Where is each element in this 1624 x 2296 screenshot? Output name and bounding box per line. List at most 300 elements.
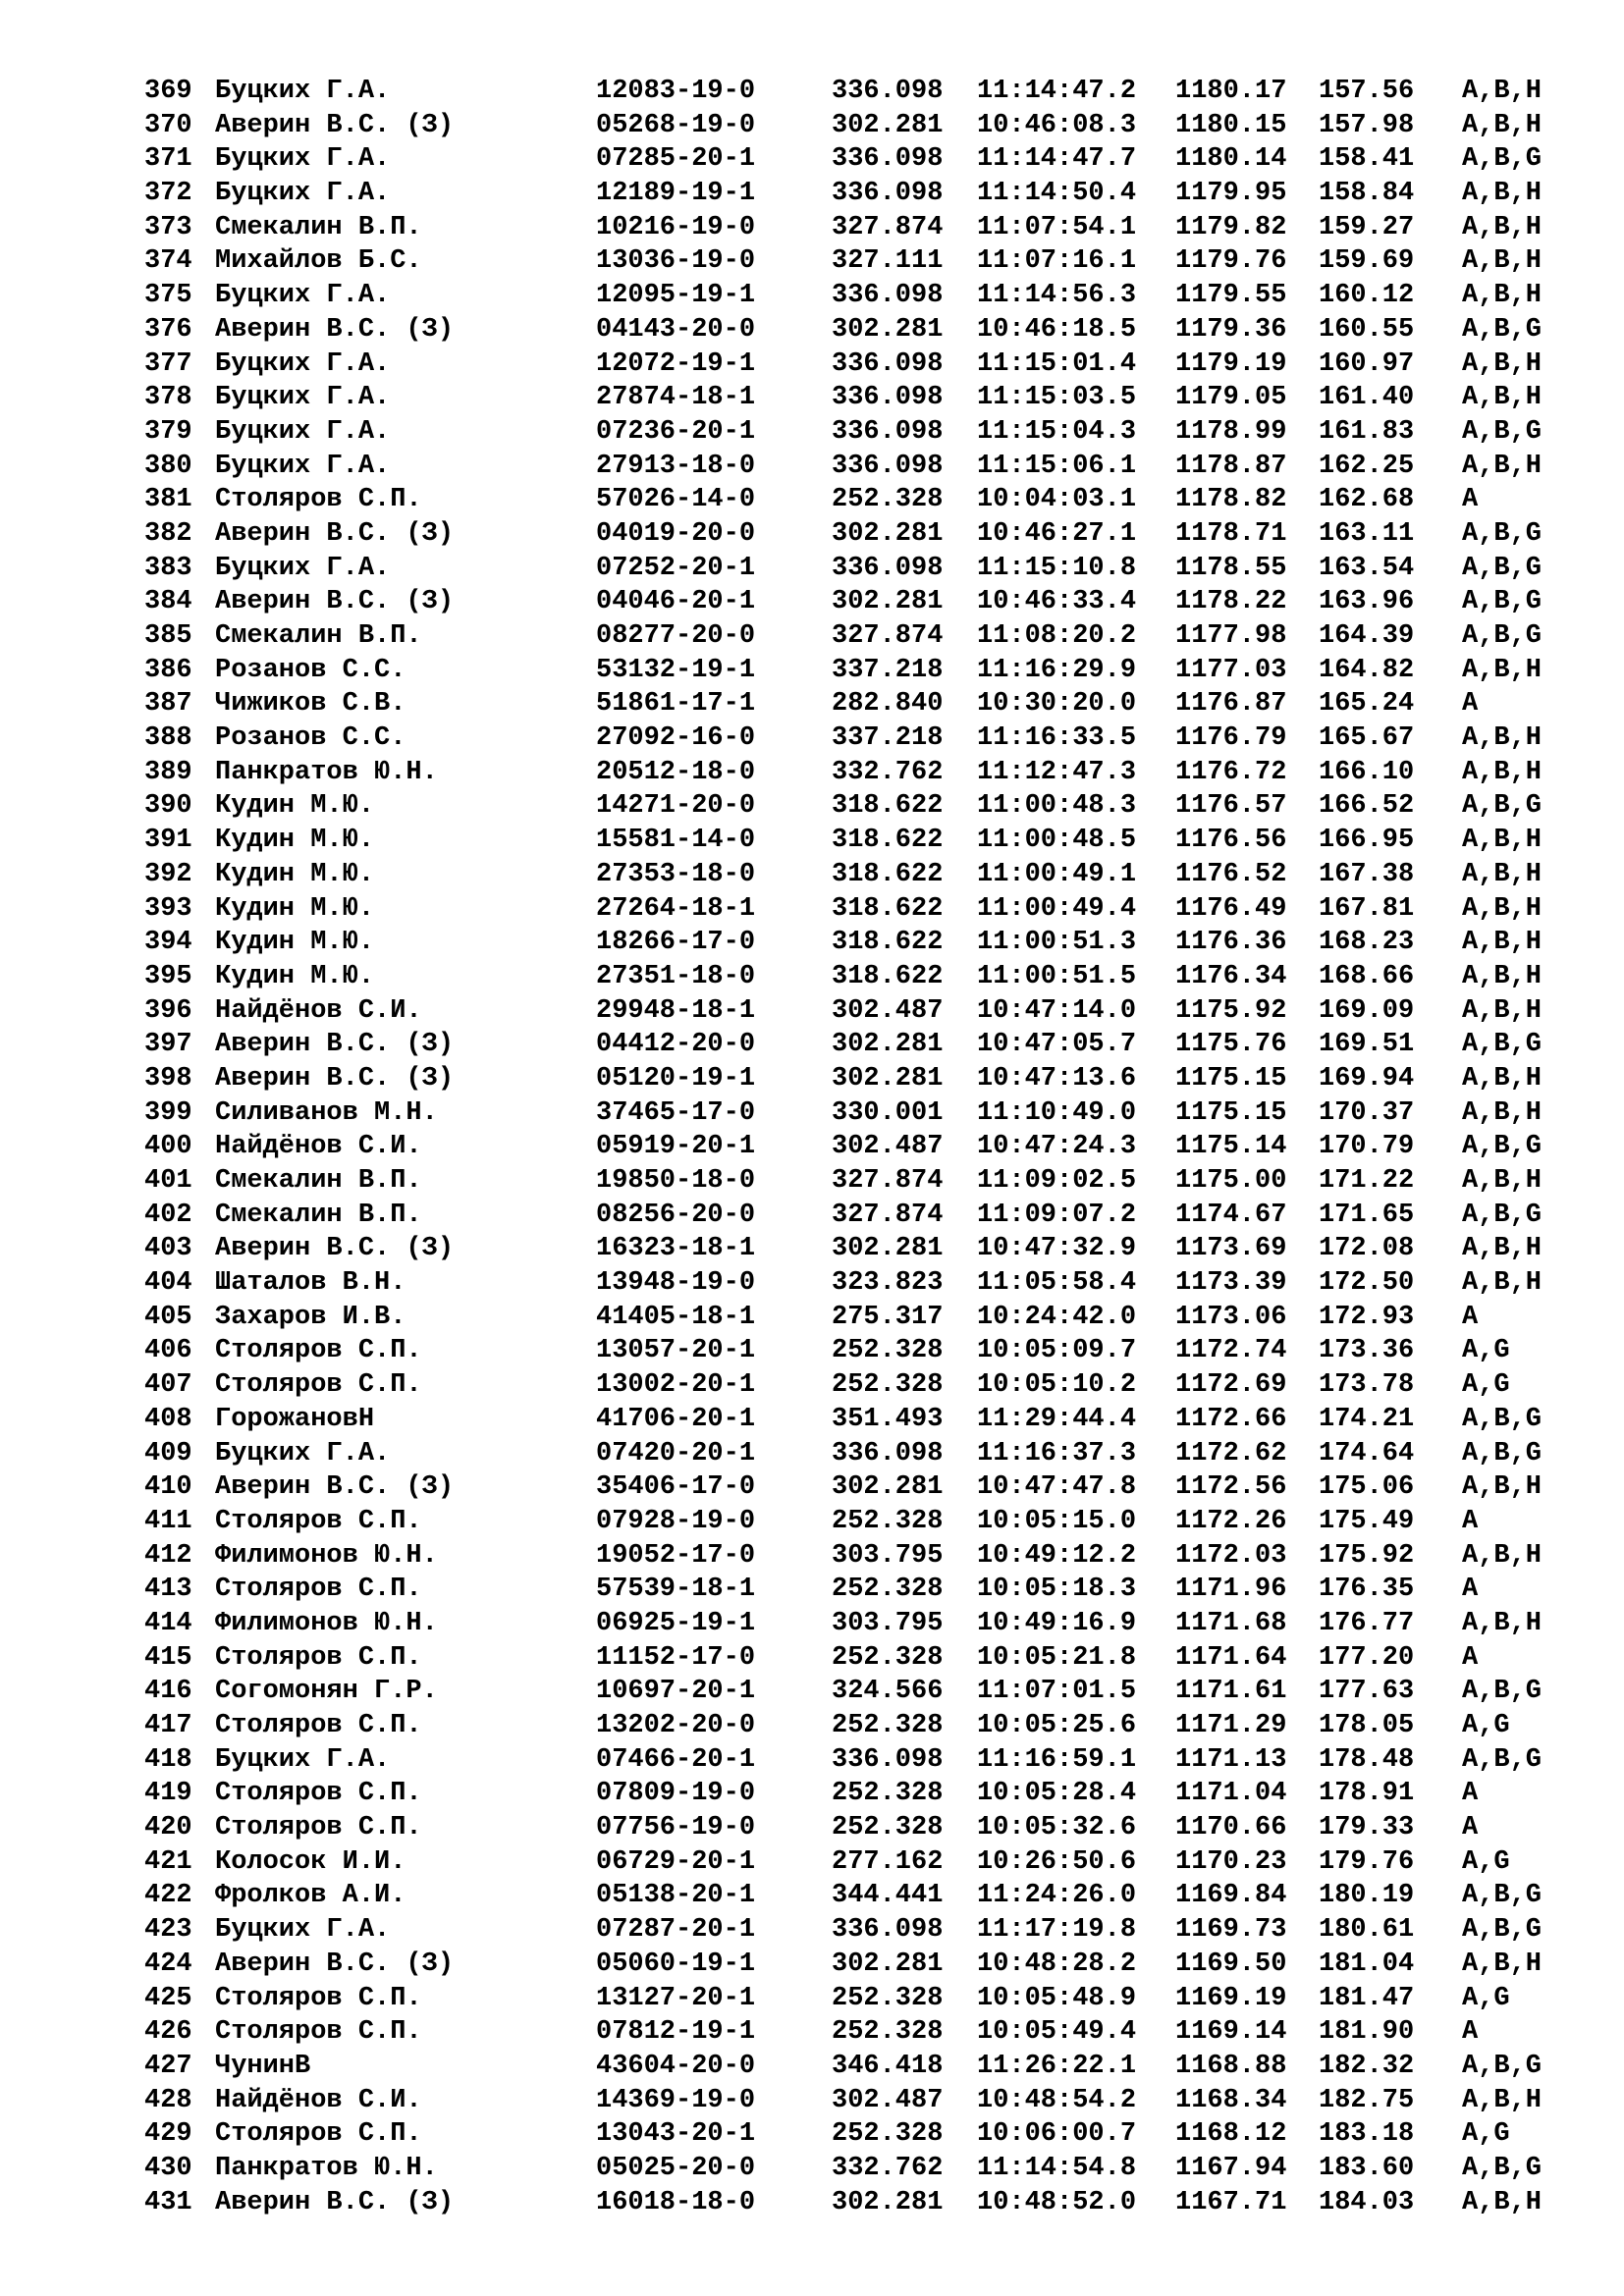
- points-cell: 179.76: [1319, 1846, 1415, 1877]
- arrival-time-cell: 11:07:01.5: [977, 1677, 1137, 1707]
- result-row: [144, 2186, 1543, 2220]
- distance-cell: 252.328: [832, 1983, 944, 2013]
- flags-cell: A,B,H: [1462, 757, 1543, 787]
- ring-number-cell: 13948-19-0: [596, 1268, 756, 1299]
- arrival-time-cell: 11:15:03.5: [977, 383, 1137, 413]
- name-cell: Буцких Г.А.: [215, 1915, 391, 1946]
- points-cell: 183.60: [1319, 2153, 1415, 2183]
- flags-cell: A,B,H: [1462, 1166, 1543, 1196]
- name-cell: Михайлов Б.С.: [215, 246, 422, 277]
- rank-cell: 411: [144, 1506, 192, 1536]
- ring-number-cell: 07236-20-1: [596, 416, 756, 447]
- distance-cell: 318.622: [832, 928, 944, 958]
- rank-cell: 413: [144, 1575, 192, 1605]
- points-cell: 157.56: [1319, 77, 1415, 106]
- result-row: [144, 109, 1543, 143]
- result-row: [144, 721, 1543, 756]
- distance-cell: 252.328: [832, 2119, 944, 2150]
- speed-cell: 1176.57: [1175, 791, 1287, 822]
- result-row: [144, 1811, 1539, 1845]
- distance-cell: 327.874: [832, 1200, 944, 1230]
- rank-cell: 405: [144, 1302, 192, 1332]
- points-cell: 171.65: [1319, 1200, 1415, 1230]
- speed-cell: 1170.66: [1175, 1813, 1287, 1843]
- distance-cell: 337.218: [832, 723, 944, 754]
- arrival-time-cell: 11:00:51.3: [977, 928, 1137, 958]
- result-row: [144, 1709, 1539, 1743]
- distance-cell: 318.622: [832, 859, 944, 889]
- speed-cell: 1172.03: [1175, 1540, 1287, 1571]
- distance-cell: 302.281: [832, 110, 944, 140]
- points-cell: 184.03: [1319, 2187, 1415, 2217]
- arrival-time-cell: 10:46:18.5: [977, 314, 1137, 345]
- speed-cell: 1169.14: [1175, 2017, 1287, 2048]
- flags-cell: A,B,G: [1462, 1404, 1543, 1434]
- points-cell: 178.48: [1319, 1744, 1415, 1775]
- rank-cell: 428: [144, 2085, 192, 2115]
- points-cell: 160.12: [1319, 281, 1415, 311]
- distance-cell: 336.098: [832, 179, 944, 209]
- speed-cell: 1177.98: [1175, 621, 1287, 651]
- distance-cell: 327.874: [832, 212, 944, 242]
- arrival-time-cell: 11:26:22.1: [977, 2051, 1137, 2081]
- name-cell: Шаталов В.Н.: [215, 1268, 406, 1299]
- flags-cell: A,B,H: [1462, 281, 1543, 311]
- flags-cell: A,B,G: [1462, 314, 1543, 345]
- result-row: [144, 1607, 1543, 1641]
- result-row: [144, 687, 1539, 721]
- arrival-time-cell: 11:15:10.8: [977, 553, 1137, 583]
- result-row: [144, 279, 1543, 313]
- rank-cell: 370: [144, 110, 192, 140]
- speed-cell: 1178.71: [1175, 518, 1287, 549]
- flags-cell: A,B,G: [1462, 1200, 1543, 1230]
- speed-cell: 1173.39: [1175, 1268, 1287, 1299]
- points-cell: 172.93: [1319, 1302, 1415, 1332]
- arrival-time-cell: 11:15:01.4: [977, 348, 1137, 379]
- name-cell: Захаров И.В.: [215, 1302, 406, 1332]
- rank-cell: 380: [144, 451, 192, 481]
- flags-cell: A,B,G: [1462, 1030, 1543, 1060]
- distance-cell: 318.622: [832, 826, 944, 856]
- name-cell: ГорожановН: [215, 1404, 375, 1434]
- result-row: [144, 960, 1543, 994]
- rank-cell: 399: [144, 1097, 192, 1128]
- arrival-time-cell: 10:48:52.0: [977, 2187, 1137, 2217]
- flags-cell: A,B,H: [1462, 348, 1543, 379]
- points-cell: 173.78: [1319, 1370, 1415, 1401]
- points-cell: 161.40: [1319, 383, 1415, 413]
- rank-cell: 414: [144, 1608, 192, 1638]
- distance-cell: 336.098: [832, 383, 944, 413]
- rank-cell: 393: [144, 893, 192, 924]
- flags-cell: A,B,H: [1462, 1608, 1543, 1638]
- rank-cell: 425: [144, 1983, 192, 2013]
- distance-cell: 303.795: [832, 1608, 944, 1638]
- ring-number-cell: 53132-19-1: [596, 655, 756, 685]
- speed-cell: 1178.87: [1175, 451, 1287, 481]
- arrival-time-cell: 10:47:14.0: [977, 995, 1137, 1026]
- speed-cell: 1171.13: [1175, 1744, 1287, 1775]
- name-cell: Столяров С.П.: [215, 1779, 422, 1809]
- rank-cell: 391: [144, 826, 192, 856]
- speed-cell: 1176.87: [1175, 689, 1287, 720]
- result-row: [144, 1505, 1539, 1539]
- rank-cell: 403: [144, 1234, 192, 1264]
- ring-number-cell: 04143-20-0: [596, 314, 756, 345]
- result-row: [144, 1199, 1543, 1233]
- arrival-time-cell: 11:09:07.2: [977, 1200, 1137, 1230]
- distance-cell: 252.328: [832, 1642, 944, 1673]
- flags-cell: A: [1462, 485, 1479, 515]
- speed-cell: 1172.66: [1175, 1404, 1287, 1434]
- distance-cell: 302.281: [832, 2187, 944, 2217]
- ring-number-cell: 07466-20-1: [596, 1744, 756, 1775]
- arrival-time-cell: 10:24:42.0: [977, 1302, 1137, 1332]
- arrival-time-cell: 10:05:49.4: [977, 2017, 1137, 2048]
- arrival-time-cell: 10:47:05.7: [977, 1030, 1137, 1060]
- rank-cell: 426: [144, 2017, 192, 2048]
- name-cell: Смекалин В.П.: [215, 212, 422, 242]
- rank-cell: 389: [144, 757, 192, 787]
- result-row: [144, 1743, 1543, 1778]
- flags-cell: A,B,G: [1462, 1677, 1543, 1707]
- flags-cell: A,B,G: [1462, 2153, 1543, 2183]
- points-cell: 178.91: [1319, 1779, 1415, 1809]
- speed-cell: 1169.50: [1175, 1949, 1287, 1979]
- points-cell: 166.95: [1319, 826, 1415, 856]
- rank-cell: 416: [144, 1677, 192, 1707]
- arrival-time-cell: 11:12:47.3: [977, 757, 1137, 787]
- distance-cell: 318.622: [832, 961, 944, 991]
- name-cell: Кудин М.Ю.: [215, 859, 375, 889]
- points-cell: 158.84: [1319, 179, 1415, 209]
- flags-cell: A,G: [1462, 1983, 1510, 2013]
- distance-cell: 336.098: [832, 1438, 944, 1468]
- distance-cell: 252.328: [832, 1336, 944, 1366]
- rank-cell: 420: [144, 1813, 192, 1843]
- distance-cell: 336.098: [832, 281, 944, 311]
- name-cell: Аверин В.С. (З): [215, 1030, 455, 1060]
- result-row: [144, 313, 1543, 347]
- points-cell: 176.35: [1319, 1575, 1415, 1605]
- flags-cell: A,B,H: [1462, 179, 1543, 209]
- speed-cell: 1172.74: [1175, 1336, 1287, 1366]
- ring-number-cell: 27913-18-0: [596, 451, 756, 481]
- ring-number-cell: 07252-20-1: [596, 553, 756, 583]
- points-cell: 182.32: [1319, 2051, 1415, 2081]
- results-list: [144, 75, 1543, 2219]
- name-cell: Филимонов Ю.Н.: [215, 1608, 438, 1638]
- name-cell: Аверин В.С. (З): [215, 587, 455, 617]
- result-row: [144, 585, 1543, 619]
- result-row: [144, 1028, 1543, 1062]
- name-cell: Кудин М.Ю.: [215, 893, 375, 924]
- speed-cell: 1169.73: [1175, 1915, 1287, 1946]
- ring-number-cell: 07812-19-1: [596, 2017, 756, 2048]
- rank-cell: 369: [144, 77, 192, 106]
- flags-cell: A,B,H: [1462, 859, 1543, 889]
- distance-cell: 302.281: [832, 1949, 944, 1979]
- ring-number-cell: 27351-18-0: [596, 961, 756, 991]
- rank-cell: 381: [144, 485, 192, 515]
- points-cell: 179.33: [1319, 1813, 1415, 1843]
- result-row: [144, 2152, 1543, 2186]
- distance-cell: 275.317: [832, 1302, 944, 1332]
- distance-cell: 252.328: [832, 485, 944, 515]
- points-cell: 164.82: [1319, 655, 1415, 685]
- distance-cell: 252.328: [832, 1711, 944, 1740]
- points-cell: 175.06: [1319, 1472, 1415, 1503]
- rank-cell: 404: [144, 1268, 192, 1299]
- ring-number-cell: 27874-18-1: [596, 383, 756, 413]
- points-cell: 180.19: [1319, 1881, 1415, 1911]
- points-cell: 157.98: [1319, 110, 1415, 140]
- speed-cell: 1175.92: [1175, 995, 1287, 1026]
- arrival-time-cell: 10:48:54.2: [977, 2085, 1137, 2115]
- result-row: [144, 1879, 1543, 1913]
- speed-cell: 1170.23: [1175, 1846, 1287, 1877]
- rank-cell: 390: [144, 791, 192, 822]
- points-cell: 160.55: [1319, 314, 1415, 345]
- result-row: [144, 211, 1543, 245]
- flags-cell: A,B,H: [1462, 77, 1543, 106]
- speed-cell: 1178.99: [1175, 416, 1287, 447]
- points-cell: 175.92: [1319, 1540, 1415, 1571]
- name-cell: Буцких Г.А.: [215, 553, 391, 583]
- result-row: [144, 2084, 1543, 2118]
- distance-cell: 252.328: [832, 1813, 944, 1843]
- distance-cell: 336.098: [832, 1915, 944, 1946]
- arrival-time-cell: 11:05:58.4: [977, 1268, 1137, 1299]
- result-row: [144, 2015, 1539, 2050]
- name-cell: Столяров С.П.: [215, 1642, 422, 1673]
- name-cell: Буцких Г.А.: [215, 1438, 391, 1468]
- ring-number-cell: 06729-20-1: [596, 1846, 756, 1877]
- rank-cell: 407: [144, 1370, 192, 1401]
- speed-cell: 1171.04: [1175, 1779, 1287, 1809]
- ring-number-cell: 43604-20-0: [596, 2051, 756, 2081]
- distance-cell: 327.111: [832, 246, 944, 277]
- points-cell: 158.41: [1319, 144, 1415, 175]
- rank-cell: 396: [144, 995, 192, 1026]
- rank-cell: 412: [144, 1540, 192, 1571]
- result-row: [144, 177, 1543, 211]
- ring-number-cell: 16018-18-0: [596, 2187, 756, 2217]
- arrival-time-cell: 11:24:26.0: [977, 1881, 1137, 1911]
- flags-cell: A,B,H: [1462, 1268, 1543, 1299]
- speed-cell: 1180.15: [1175, 110, 1287, 140]
- result-row: [144, 1777, 1539, 1811]
- flags-cell: A: [1462, 1302, 1479, 1332]
- speed-cell: 1180.14: [1175, 144, 1287, 175]
- distance-cell: 344.441: [832, 1881, 944, 1911]
- name-cell: Столяров С.П.: [215, 1575, 422, 1605]
- result-row: [144, 1301, 1539, 1335]
- ring-number-cell: 13036-19-0: [596, 246, 756, 277]
- rank-cell: 394: [144, 928, 192, 958]
- ring-number-cell: 05138-20-1: [596, 1881, 756, 1911]
- distance-cell: 302.281: [832, 1234, 944, 1264]
- speed-cell: 1176.79: [1175, 723, 1287, 754]
- arrival-time-cell: 11:29:44.4: [977, 1404, 1137, 1434]
- flags-cell: A: [1462, 1506, 1479, 1536]
- speed-cell: 1169.19: [1175, 1983, 1287, 2013]
- arrival-time-cell: 10:46:27.1: [977, 518, 1137, 549]
- result-row: [144, 619, 1543, 654]
- arrival-time-cell: 11:00:49.4: [977, 893, 1137, 924]
- distance-cell: 336.098: [832, 553, 944, 583]
- arrival-time-cell: 10:05:15.0: [977, 1506, 1137, 1536]
- result-row: [144, 1130, 1543, 1164]
- points-cell: 163.11: [1319, 518, 1415, 549]
- points-cell: 167.38: [1319, 859, 1415, 889]
- speed-cell: 1171.29: [1175, 1711, 1287, 1740]
- rank-cell: 423: [144, 1915, 192, 1946]
- ring-number-cell: 15581-14-0: [596, 826, 756, 856]
- rank-cell: 431: [144, 2187, 192, 2217]
- ring-number-cell: 04019-20-0: [596, 518, 756, 549]
- ring-number-cell: 14271-20-0: [596, 791, 756, 822]
- distance-cell: 324.566: [832, 1677, 944, 1707]
- flags-cell: A,B,H: [1462, 826, 1543, 856]
- points-cell: 162.68: [1319, 485, 1415, 515]
- flags-cell: A,B,H: [1462, 1472, 1543, 1503]
- points-cell: 161.83: [1319, 416, 1415, 447]
- speed-cell: 1178.82: [1175, 485, 1287, 515]
- arrival-time-cell: 10:05:28.4: [977, 1779, 1137, 1809]
- speed-cell: 1171.68: [1175, 1608, 1287, 1638]
- rank-cell: 383: [144, 553, 192, 583]
- result-row: [144, 1437, 1543, 1471]
- distance-cell: 336.098: [832, 1744, 944, 1775]
- ring-number-cell: 16323-18-1: [596, 1234, 756, 1264]
- points-cell: 170.79: [1319, 1132, 1415, 1162]
- ring-number-cell: 19052-17-0: [596, 1540, 756, 1571]
- result-row: [144, 926, 1543, 960]
- flags-cell: A,B,G: [1462, 587, 1543, 617]
- name-cell: Силиванов М.Н.: [215, 1097, 438, 1128]
- points-cell: 170.37: [1319, 1097, 1415, 1128]
- ring-number-cell: 27353-18-0: [596, 859, 756, 889]
- speed-cell: 1175.00: [1175, 1166, 1287, 1196]
- result-row: [144, 1913, 1543, 1948]
- ring-number-cell: 19850-18-0: [596, 1166, 756, 1196]
- result-row: [144, 2050, 1543, 2084]
- name-cell: Столяров С.П.: [215, 485, 422, 515]
- distance-cell: 252.328: [832, 1575, 944, 1605]
- flags-cell: A,G: [1462, 1336, 1510, 1366]
- arrival-time-cell: 11:00:48.3: [977, 791, 1137, 822]
- points-cell: 182.75: [1319, 2085, 1415, 2115]
- name-cell: Столяров С.П.: [215, 1813, 422, 1843]
- name-cell: Аверин В.С. (З): [215, 1063, 455, 1094]
- speed-cell: 1179.82: [1175, 212, 1287, 242]
- distance-cell: 318.622: [832, 893, 944, 924]
- arrival-time-cell: 10:26:50.6: [977, 1846, 1137, 1877]
- name-cell: Столяров С.П.: [215, 1336, 422, 1366]
- ring-number-cell: 14369-19-0: [596, 2085, 756, 2115]
- points-cell: 183.18: [1319, 2119, 1415, 2150]
- points-cell: 165.67: [1319, 723, 1415, 754]
- speed-cell: 1175.15: [1175, 1063, 1287, 1094]
- ring-number-cell: 08256-20-0: [596, 1200, 756, 1230]
- flags-cell: A,B,H: [1462, 2085, 1543, 2115]
- flags-cell: A,B,G: [1462, 144, 1543, 175]
- name-cell: Найдёнов С.И.: [215, 995, 422, 1026]
- rank-cell: 400: [144, 1132, 192, 1162]
- name-cell: Розанов С.С.: [215, 655, 406, 685]
- ring-number-cell: 10697-20-1: [596, 1677, 756, 1707]
- flags-cell: A,B,H: [1462, 1063, 1543, 1094]
- speed-cell: 1171.64: [1175, 1642, 1287, 1673]
- speed-cell: 1178.22: [1175, 587, 1287, 617]
- ring-number-cell: 41405-18-1: [596, 1302, 756, 1332]
- flags-cell: A,B,G: [1462, 2051, 1543, 2081]
- name-cell: Буцких Г.А.: [215, 179, 391, 209]
- arrival-time-cell: 10:49:16.9: [977, 1608, 1137, 1638]
- speed-cell: 1176.56: [1175, 826, 1287, 856]
- ring-number-cell: 05268-19-0: [596, 110, 756, 140]
- rank-cell: 401: [144, 1166, 192, 1196]
- arrival-time-cell: 11:10:49.0: [977, 1097, 1137, 1128]
- distance-cell: 327.874: [832, 621, 944, 651]
- distance-cell: 302.281: [832, 587, 944, 617]
- result-row: [144, 1334, 1539, 1368]
- distance-cell: 336.098: [832, 77, 944, 106]
- flags-cell: A,G: [1462, 1370, 1510, 1401]
- points-cell: 174.64: [1319, 1438, 1415, 1468]
- result-row: [144, 824, 1543, 858]
- arrival-time-cell: 11:09:02.5: [977, 1166, 1137, 1196]
- distance-cell: 302.281: [832, 1063, 944, 1094]
- name-cell: Филимонов Ю.Н.: [215, 1540, 438, 1571]
- points-cell: 167.81: [1319, 893, 1415, 924]
- flags-cell: A,G: [1462, 2119, 1510, 2150]
- points-cell: 181.90: [1319, 2017, 1415, 2048]
- ring-number-cell: 04046-20-1: [596, 587, 756, 617]
- result-row: [144, 1675, 1543, 1709]
- rank-cell: 371: [144, 144, 192, 175]
- ring-number-cell: 05120-19-1: [596, 1063, 756, 1094]
- distance-cell: 351.493: [832, 1404, 944, 1434]
- result-row: [144, 1539, 1543, 1574]
- points-cell: 165.24: [1319, 689, 1415, 720]
- distance-cell: 323.823: [832, 1268, 944, 1299]
- name-cell: Аверин В.С. (З): [215, 1949, 455, 1979]
- name-cell: Смекалин В.П.: [215, 1200, 422, 1230]
- distance-cell: 332.762: [832, 2153, 944, 2183]
- ring-number-cell: 10216-19-0: [596, 212, 756, 242]
- result-row: [144, 1845, 1539, 1880]
- arrival-time-cell: 11:15:06.1: [977, 451, 1137, 481]
- ring-number-cell: 07809-19-0: [596, 1779, 756, 1809]
- result-row: [144, 450, 1543, 484]
- arrival-time-cell: 11:14:54.8: [977, 2153, 1137, 2183]
- arrival-time-cell: 10:49:12.2: [977, 1540, 1137, 1571]
- arrival-time-cell: 11:14:56.3: [977, 281, 1137, 311]
- result-row: [144, 1982, 1539, 2016]
- distance-cell: 336.098: [832, 451, 944, 481]
- rank-cell: 395: [144, 961, 192, 991]
- flags-cell: A,B,G: [1462, 1915, 1543, 1946]
- result-row: [144, 142, 1543, 177]
- speed-cell: 1179.19: [1175, 348, 1287, 379]
- rank-cell: 397: [144, 1030, 192, 1060]
- result-row: [144, 654, 1543, 688]
- rank-cell: 377: [144, 348, 192, 379]
- arrival-time-cell: 10:47:24.3: [977, 1132, 1137, 1162]
